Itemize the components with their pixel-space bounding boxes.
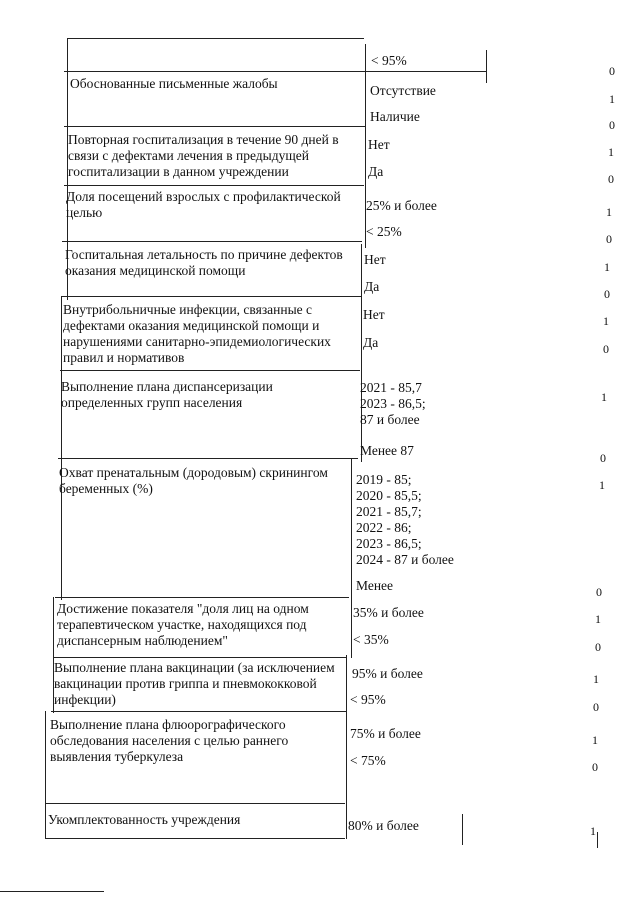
row-divider	[51, 711, 347, 712]
row-divider	[55, 597, 349, 598]
option-score: 0	[595, 640, 601, 654]
row-divider	[64, 185, 364, 186]
criterion-text: Госпитальная летальность по причине дефектов оказания медицинской помощи	[65, 247, 343, 278]
option-text: Менее	[356, 578, 394, 593]
option-text: Да	[363, 335, 379, 350]
column-divider	[361, 244, 362, 462]
option-text: 25% и более	[366, 198, 437, 213]
option-text: < 75%	[350, 753, 386, 768]
criterion-text: Повторная госпитализация в течение 90 дней в связи с дефектами лечения в предыдущей госпитализации в данном учреждении	[68, 132, 339, 179]
criterion-text: Охват пренатальным (дородовым) скринингом беременных (%)	[59, 465, 328, 496]
option-score: 0	[604, 287, 610, 301]
option-text: Да	[364, 279, 380, 294]
option-score: 0	[603, 342, 609, 356]
option-score: 1	[604, 260, 610, 274]
option-score: 0	[609, 64, 615, 78]
table-border-top	[68, 38, 364, 39]
option-score: 0	[606, 232, 612, 246]
criterion-text: Выполнение плана флюорографического обследования населения с целью раннего выявления туберкулеза	[50, 717, 289, 764]
option-text: Менее 87	[360, 443, 414, 458]
option-score: 0	[592, 760, 598, 774]
option-score: 1	[595, 612, 601, 626]
row-divider	[62, 241, 362, 242]
criterion-text: Обоснованные письменные жалобы	[70, 76, 278, 91]
option-score: 1	[608, 145, 614, 159]
row-divider	[58, 458, 358, 459]
option-score: 0	[596, 585, 602, 599]
row-divider	[45, 838, 345, 839]
option-text: < 95%	[371, 53, 407, 68]
option-score: 1	[603, 314, 609, 328]
criterion-text: Доля посещений взрослых с профилактической целью	[66, 189, 341, 220]
criterion-text: Выполнение плана диспансеризации определенных групп населения	[61, 379, 273, 410]
column-divider	[346, 655, 347, 839]
row-divider	[62, 296, 362, 297]
option-text: 95% и более	[352, 666, 423, 681]
option-text: < 35%	[353, 632, 389, 647]
table-border-left	[61, 296, 62, 600]
row-divider	[45, 803, 345, 804]
option-text: Отсутствие	[370, 83, 436, 98]
option-score: 1	[609, 92, 615, 106]
option-score: 1	[592, 733, 598, 747]
option-text: 35% и более	[353, 605, 424, 620]
column-divider	[462, 814, 463, 845]
row-divider	[64, 126, 366, 127]
option-text: < 95%	[350, 692, 386, 707]
option-score: 1	[606, 205, 612, 219]
option-text: Да	[368, 164, 384, 179]
option-text: 2021 - 85,7 2023 - 86,5; 87 и более	[360, 380, 426, 427]
row-divider	[64, 71, 364, 72]
option-text: Нет	[363, 307, 385, 322]
option-score: 1	[590, 824, 596, 838]
option-text: Наличие	[370, 109, 420, 124]
option-score: 0	[608, 172, 614, 186]
column-divider	[486, 50, 487, 83]
option-score: 1	[601, 390, 607, 404]
criterion-text: Укомплектованность учреждения	[48, 812, 241, 827]
option-text: Нет	[364, 252, 386, 267]
footnote-rule	[0, 891, 104, 892]
option-text: 2019 - 85; 2020 - 85,5; 2021 - 85,7; 2022 - 86; 2023 - 86,5; 2024 - 87 и более	[356, 472, 454, 567]
option-text: 75% и более	[350, 726, 421, 741]
row-divider	[363, 71, 487, 72]
option-score: 1	[599, 478, 605, 492]
option-score: 0	[609, 118, 615, 132]
row-divider	[53, 657, 347, 658]
criterion-text: Достижение показателя "доля лиц на одном терапевтическом участке, находящихся под диспансерным наблюдением"	[57, 601, 309, 648]
option-text: 80% и более	[348, 818, 419, 833]
row-divider	[60, 370, 360, 371]
criterion-text: Выполнение плана вакцинации (за исключением вакцинации против гриппа и пневмококковой инфекции)	[54, 660, 335, 707]
option-score: 0	[593, 700, 599, 714]
option-text: Нет	[368, 137, 390, 152]
column-divider	[365, 44, 366, 248]
column-divider	[351, 458, 352, 658]
table-border-left	[45, 711, 46, 839]
option-text: < 25%	[366, 224, 402, 239]
option-score: 1	[593, 672, 599, 686]
criterion-text: Внутрибольничные инфекции, связанные с дефектами оказания медицинской помощи и нарушениями санитарно-эпидемиологических правил и нормативов	[63, 302, 331, 365]
option-score: 0	[600, 451, 606, 465]
